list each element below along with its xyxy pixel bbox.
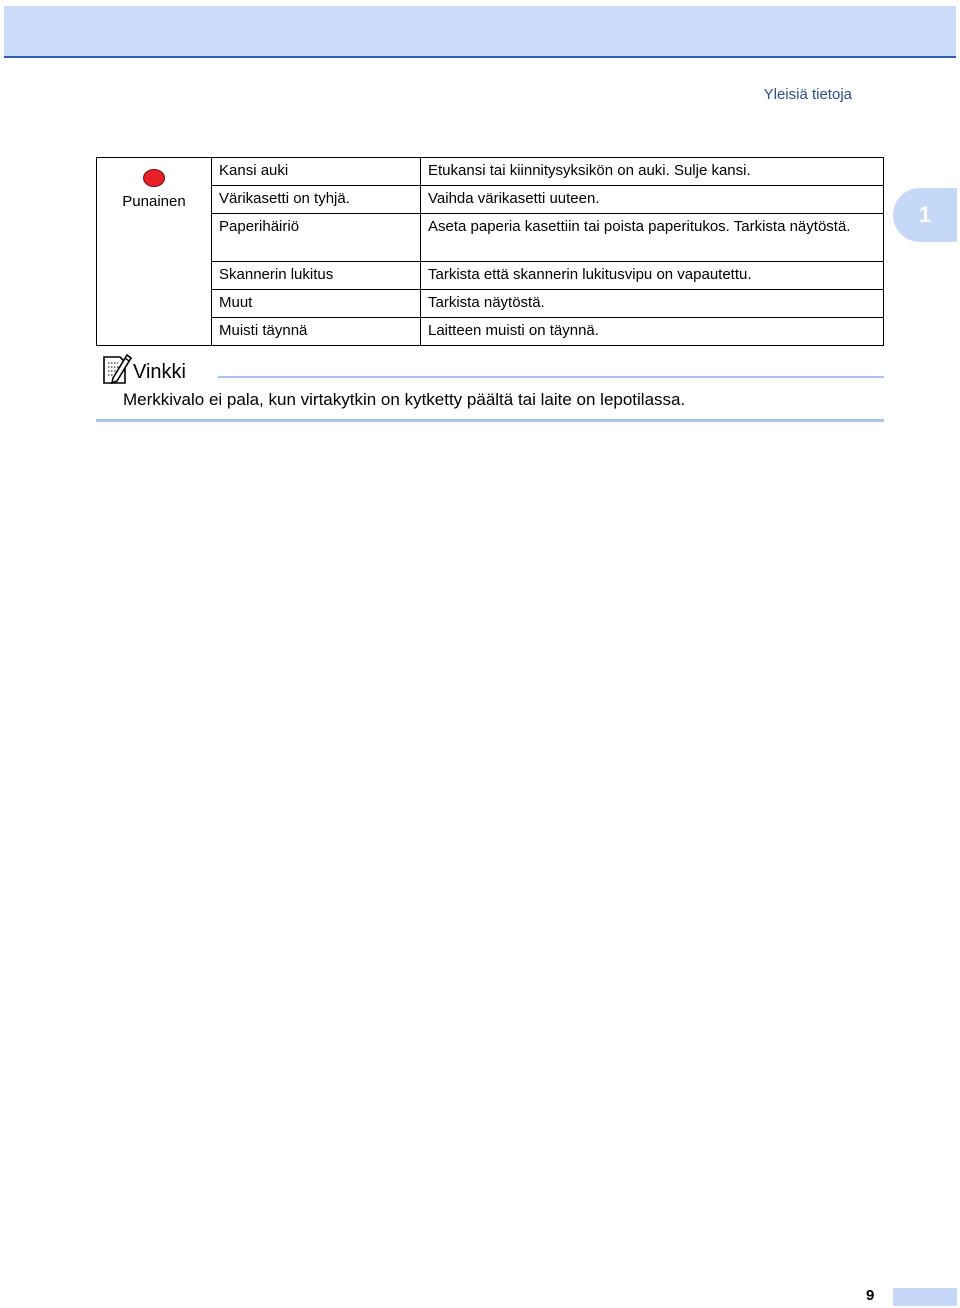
table-row	[97, 318, 884, 346]
led-label: Punainen	[122, 193, 186, 210]
led-status-table	[96, 157, 884, 346]
status-cell: Värikasetti on tyhjä.	[212, 186, 421, 214]
page-number: 9	[866, 1287, 875, 1304]
table-row	[97, 158, 884, 186]
action-cell: Aseta paperia kasettiin tai poista paperitukos. Tarkista näytöstä.	[421, 214, 884, 262]
page-number-tab	[893, 1288, 957, 1306]
status-cell: Muisti täynnä	[212, 318, 421, 346]
table-row	[97, 290, 884, 318]
status-cell: Muut	[212, 290, 421, 318]
table-row	[97, 214, 884, 262]
action-cell: Vaihda värikasetti uuteen.	[421, 186, 884, 214]
note-box	[96, 352, 884, 424]
action-cell: Tarkista että skannerin lukitusvipu on vapautettu.	[421, 262, 884, 290]
status-cell: Kansi auki	[212, 158, 421, 186]
action-cell: Tarkista näytöstä.	[421, 290, 884, 318]
note-text: Merkkivalo ei pala, kun virtakytkin on kytketty päältä tai laite on lepotilassa.	[123, 390, 686, 409]
note-title-rule	[218, 376, 884, 378]
status-cell: Skannerin lukitus	[212, 262, 421, 290]
top-header-band	[4, 6, 956, 58]
chapter-number: 1	[918, 202, 932, 227]
note-title: Vinkki	[133, 361, 186, 383]
chapter-tab	[893, 188, 957, 242]
running-header-title: Yleisiä tietoja	[763, 86, 852, 103]
table-row	[97, 262, 884, 290]
action-cell: Etukansi tai kiinnitysyksikön on auki. Sulje kansi.	[421, 158, 884, 186]
led-cell	[97, 158, 212, 346]
note-bottom-rule	[96, 419, 884, 422]
note-pencil-icon	[98, 352, 132, 386]
red-led-icon	[143, 169, 165, 187]
table-row	[97, 186, 884, 214]
action-cell: Laitteen muisti on täynnä.	[421, 318, 884, 346]
status-cell: Paperihäiriö	[212, 214, 421, 262]
